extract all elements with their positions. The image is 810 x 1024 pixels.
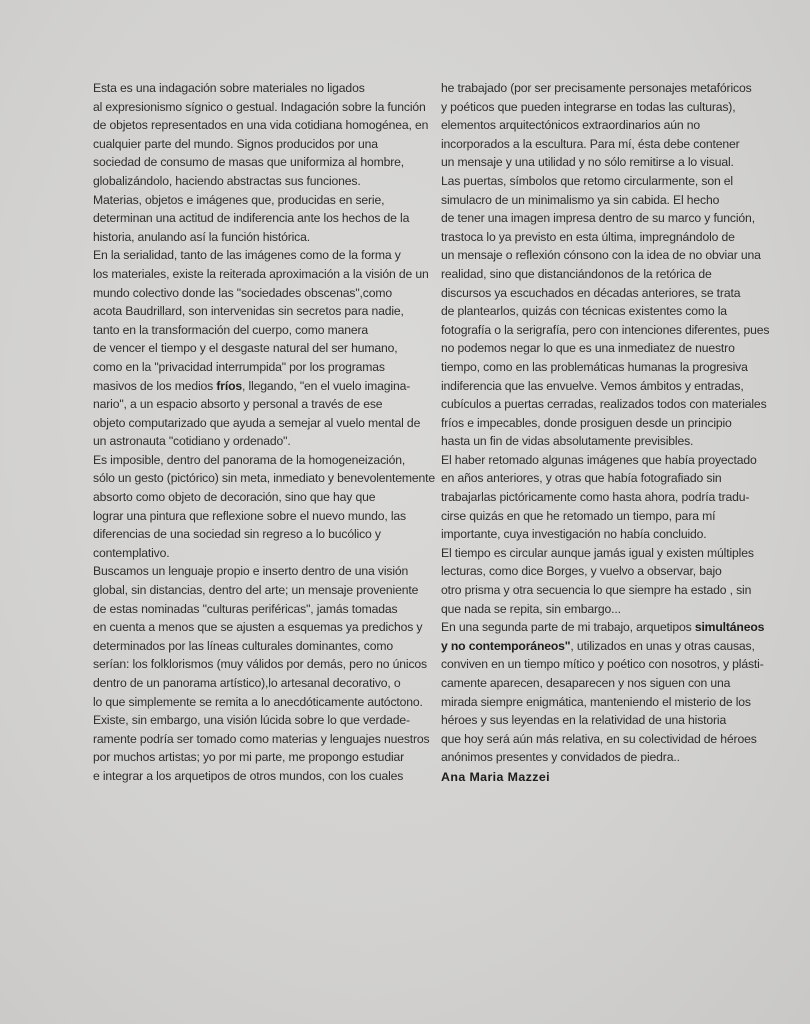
text-line: como en la "privacidad interrumpida" por los programas xyxy=(93,359,385,374)
text-line: Esta es una indagación sobre materiales no ligados xyxy=(93,81,365,95)
text-line: Buscamos un lenguaje propio e inserto dentro de una visión xyxy=(93,564,409,579)
text-line: incorporados a la escultura. Para mí, ésta debe contener xyxy=(441,136,740,151)
text-line: al expresionismo sígnico o gestual. Indagación sobre la función xyxy=(93,99,426,114)
emphasized-text: fríos xyxy=(216,378,243,393)
text-line: en años anteriores, y otras que había fotografiado sin xyxy=(441,471,722,486)
text-line: un mensaje y una utilidad y no sólo remitirse a lo visual. xyxy=(441,155,734,170)
text-line xyxy=(93,377,433,396)
text-line: En la serialidad, tanto de las imágenes como de la forma y xyxy=(93,248,401,263)
text-line: Existe, sin embargo, una visión lúcida sobre lo que verdade- xyxy=(93,713,410,728)
text-line: indiferencia que las envuelve. Vemos ámbitos y entradas, xyxy=(441,378,744,393)
text-line: importante, cuya investigación no había concluido. xyxy=(441,527,707,542)
text-line: que nada se repita, sin embargo... xyxy=(441,601,621,616)
text-line: y poéticos que pueden integrarse en todas las culturas), xyxy=(441,99,736,114)
text-line: cualquier parte del mundo. Signos producidos por una xyxy=(93,136,378,151)
text-line: diferencias de una sociedad sin regreso a lo bucólico y xyxy=(93,527,381,542)
text-line: global, sin distancias, dentro del arte; un mensaje proveniente xyxy=(93,583,419,598)
left-column xyxy=(93,79,433,786)
text-line: mirada siempre enigmática, manteniendo el misterio de los xyxy=(441,694,751,709)
text-line: un astronauta "cotidiano y ordenado". xyxy=(93,434,291,449)
text-line: realidad, sino que distanciándonos de la retórica de xyxy=(441,266,712,281)
text-line: Es imposible, dentro del panorama de la homogeneización, xyxy=(93,452,406,467)
text-line: otro prisma y otra secuencia lo que siempre ha estado , sin xyxy=(441,583,752,598)
text-line: Las puertas, símbolos que retomo circularmente, son el xyxy=(441,173,733,188)
text-segment: , utilizados en unas y otras causas, xyxy=(570,638,755,653)
text-line: simulacro de un minimalismo ya sin cabida. El hecho xyxy=(441,192,720,207)
text-line: Materias, objetos e imágenes que, producidas en serie, xyxy=(93,192,385,207)
text-line: historia, anulando así la función histórica. xyxy=(93,229,310,244)
text-line: lecturas, como dice Borges, y vuelvo a observar, bajo xyxy=(441,564,722,579)
text-segment: masivos de los medios xyxy=(93,378,217,393)
text-line: hasta un fin de vidas absolutamente previsibles. xyxy=(441,434,694,449)
text-line: camente aparecen, desaparecen y nos siguen con una xyxy=(441,676,731,690)
text-line: de objetos representados en una vida cotidiana homogénea, en xyxy=(93,118,429,133)
text-line: globalizándolo, haciendo abstractas sus funciones. xyxy=(93,173,361,188)
text-line: lograr una pintura que reflexione sobre el nuevo mundo, las xyxy=(93,508,406,523)
text-line: un mensaje o reflexión cónsono con la idea de no obviar una xyxy=(441,248,761,263)
text-line: lo que simplemente se remita a lo anecdóticamente autóctono. xyxy=(93,694,423,709)
text-line: absorto como objeto de decoración, sino que hay que xyxy=(93,490,376,505)
text-line: mundo colectivo donde las "sociedades obscenas",como xyxy=(93,285,392,300)
text-line: sociedad de consumo de masas que uniformiza al hombre, xyxy=(93,155,404,170)
text-line: nario", a un espacio absorto y personal a través de ese xyxy=(93,397,383,412)
text-line: tanto en la transformación del cuerpo, como manera xyxy=(93,322,368,337)
text-line: El haber retomado algunas imágenes que había proyectado xyxy=(441,452,757,467)
text-line: he trabajado (por ser precisamente personajes metafóricos xyxy=(441,81,752,95)
text-line: El tiempo es circular aunque jamás igual y existen múltiples xyxy=(441,545,754,560)
text-line: determinados por las líneas culturales dominantes, como xyxy=(93,638,393,653)
text-line: objeto computarizado que ayuda a semejar al vuelo mental de xyxy=(93,415,421,430)
text-segment: , llegando, "en el vuelo imagina- xyxy=(242,378,411,393)
text-line: determinan una actitud de indiferencia ante los hechos de la xyxy=(93,211,410,226)
text-line: héroes y sus leyendas en la relatividad de una historia xyxy=(441,713,727,728)
text-line xyxy=(441,618,776,637)
text-line: e integrar a los arquetipos de otros mundos, con los cuales xyxy=(93,768,404,783)
text-line xyxy=(441,637,776,656)
text-segment: En una segunda parte de mi trabajo, arquetipos xyxy=(441,620,695,635)
text-line: trastoca lo ya previsto en esta última, impregnándolo de xyxy=(441,229,735,244)
text-line: trabajarlas pictóricamente como hasta ahora, podría tradu- xyxy=(441,490,750,505)
text-line: dentro de un panorama artístico),lo artesanal decorativo, o xyxy=(93,676,401,690)
emphasized-text: y no contemporáneos" xyxy=(441,638,571,653)
text-line: los materiales, existe la reiterada aproximación a la visión de un xyxy=(93,266,429,281)
text-line: elementos arquitectónicos extraordinarios aún no xyxy=(441,118,701,133)
right-column xyxy=(441,79,776,787)
text-line: cirse quizás en que he retomado un tiempo, para mí xyxy=(441,508,716,523)
text-line: cubículos a puertas cerradas, realizados todos con materiales xyxy=(441,397,767,412)
text-line: conviven en un tiempo mítico y poético con nosotros, y plásti- xyxy=(441,657,764,672)
text-line: no podemos negar lo que es una inmediatez de nuestro xyxy=(441,341,735,356)
text-line: sólo un gesto (pictórico) sin meta, inmediato y benevolentemente xyxy=(93,471,435,486)
text-line: contemplativo. xyxy=(93,545,170,560)
text-line: por muchos artistas; yo por mi parte, me propongo estudiar xyxy=(93,750,405,765)
text-line: que hoy será aún más relativa, en su colectividad de héroes xyxy=(441,731,757,746)
text-line: fríos e impecables, donde prosiguen desde un principio xyxy=(441,415,732,430)
text-line: acota Baudrillard, son intervenidas sin secretos para nadie, xyxy=(93,304,404,319)
text-line: fotografía o la serigrafía, pero con intenciones diferentes, pues xyxy=(441,322,770,337)
text-line: de vencer el tiempo y el desgaste natural del ser humano, xyxy=(93,341,398,356)
emphasized-text: simultáneos xyxy=(694,620,765,635)
text-line: de estas nominadas "culturas periféricas", jamás tomadas xyxy=(93,601,398,616)
text-line: de plantearlos, quizás con técnicas existentes como la xyxy=(441,304,727,319)
text-line: en cuenta a menos que se ajusten a esquemas ya predichos y xyxy=(93,620,423,635)
author-signature: Ana Maria Mazzei xyxy=(441,769,550,784)
text-line: serían: los folklorismos (muy válidos por demás, pero no únicos xyxy=(93,657,427,672)
text-line: discursos ya escuchados en décadas anteriores, se trata xyxy=(441,285,741,300)
text-line: tiempo, como en las problemáticas humanas la progresiva xyxy=(441,359,748,374)
text-line: de tener una imagen impresa dentro de su marco y función, xyxy=(441,211,755,226)
text-line: anónimos presentes y convidados de piedra.. xyxy=(441,750,680,765)
text-line: ramente podría ser tomado como materias y lenguajes nuestros xyxy=(93,731,430,746)
